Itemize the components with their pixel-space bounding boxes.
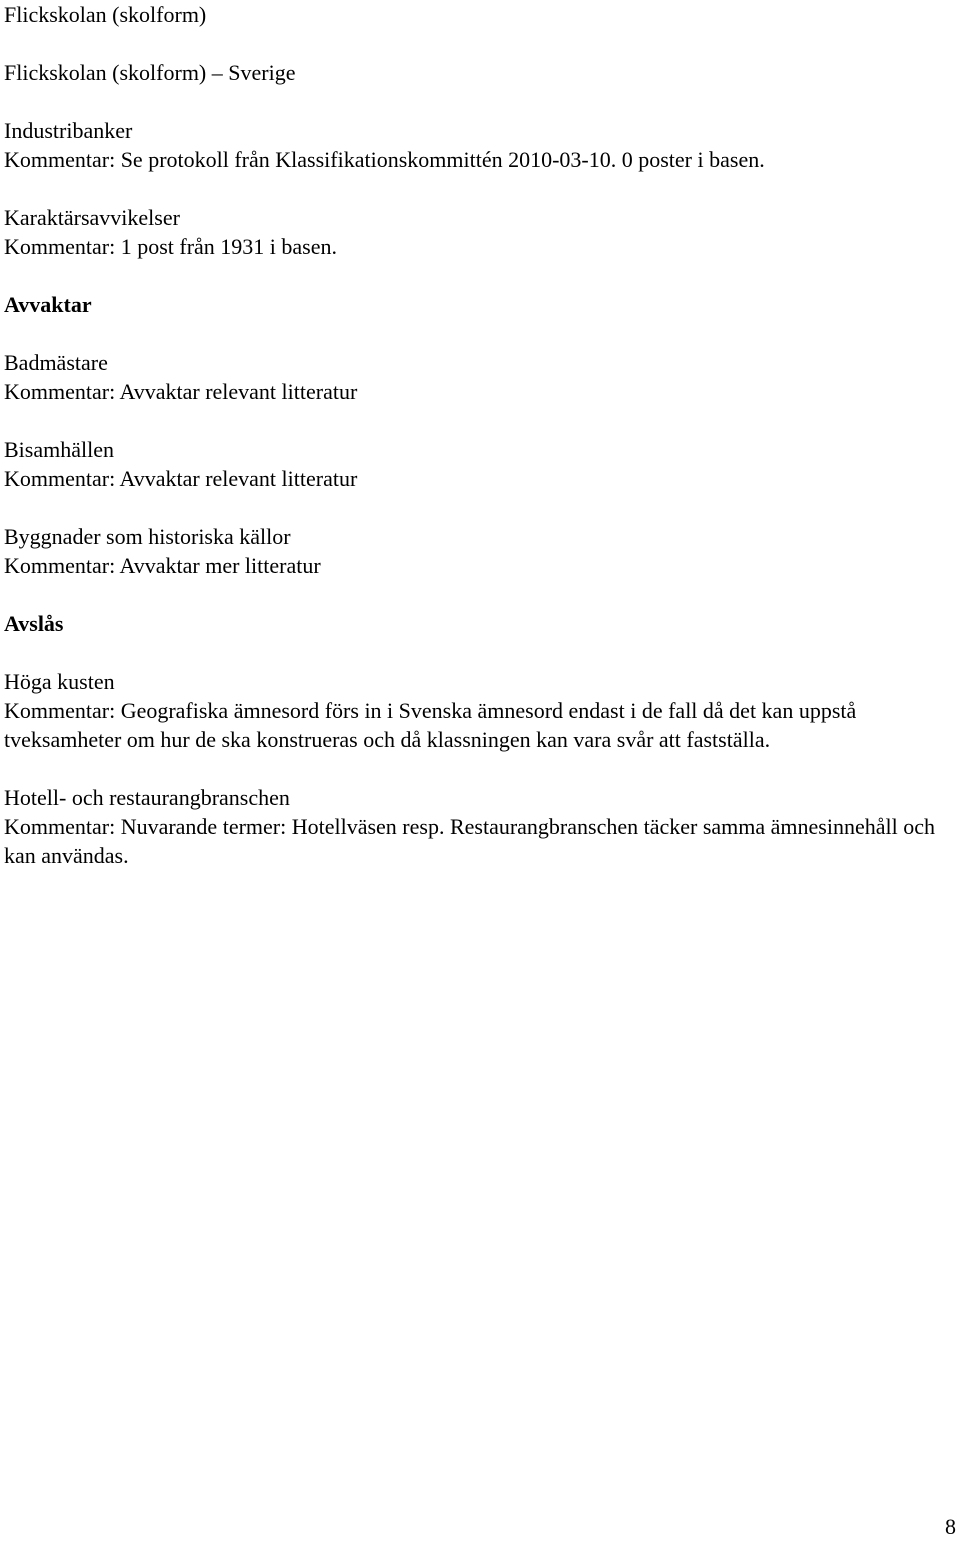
spacer	[4, 580, 954, 609]
spacer	[4, 87, 954, 116]
entry-term: Industribanker	[4, 118, 133, 143]
spacer	[4, 29, 954, 58]
entry-comment: Kommentar: Nuvarande termer: Hotellväsen resp. Restaurangbranschen täcker samma ämnesinnehåll och kan användas.	[4, 814, 935, 868]
entry-term: Hotell- och restaurangbranschen	[4, 785, 290, 810]
entry-term: Flickskolan (skolform)	[4, 2, 207, 27]
spacer	[4, 406, 954, 435]
spacer	[4, 638, 954, 667]
entry-comment: Kommentar: Se protokoll från Klassifikationskommittén 2010-03-10. 0 poster i basen.	[4, 147, 765, 172]
document-body	[4, 0, 954, 870]
entry-term: Byggnader som historiska källor	[4, 524, 291, 549]
spacer	[4, 493, 954, 522]
entry-comment: Kommentar: Avvaktar mer litteratur	[4, 553, 321, 578]
page-number: 8	[945, 1514, 956, 1539]
section-heading-avslas: Avslås	[4, 611, 64, 636]
section-heading-avvaktar: Avvaktar	[4, 292, 92, 317]
spacer	[4, 319, 954, 348]
entry-term: Karaktärsavvikelser	[4, 205, 180, 230]
entry-term: Flickskolan (skolform) – Sverige	[4, 60, 296, 85]
spacer	[4, 754, 954, 783]
entry-term: Höga kusten	[4, 669, 115, 694]
entry-comment: Kommentar: Avvaktar relevant litteratur	[4, 466, 358, 491]
entry-term: Badmästare	[4, 350, 108, 375]
entry-comment: Kommentar: 1 post från 1931 i basen.	[4, 234, 337, 259]
entry-comment: Kommentar: Geografiska ämnesord förs in i Svenska ämnesord endast i de fall då det kan uppstå tveksamheter om hur de ska konstrueras och då klassningen kan vara svår att fastställa.	[4, 698, 857, 752]
entry-comment: Kommentar: Avvaktar relevant litteratur	[4, 379, 358, 404]
spacer	[4, 174, 954, 203]
spacer	[4, 261, 954, 290]
entry-term: Bisamhällen	[4, 437, 114, 462]
